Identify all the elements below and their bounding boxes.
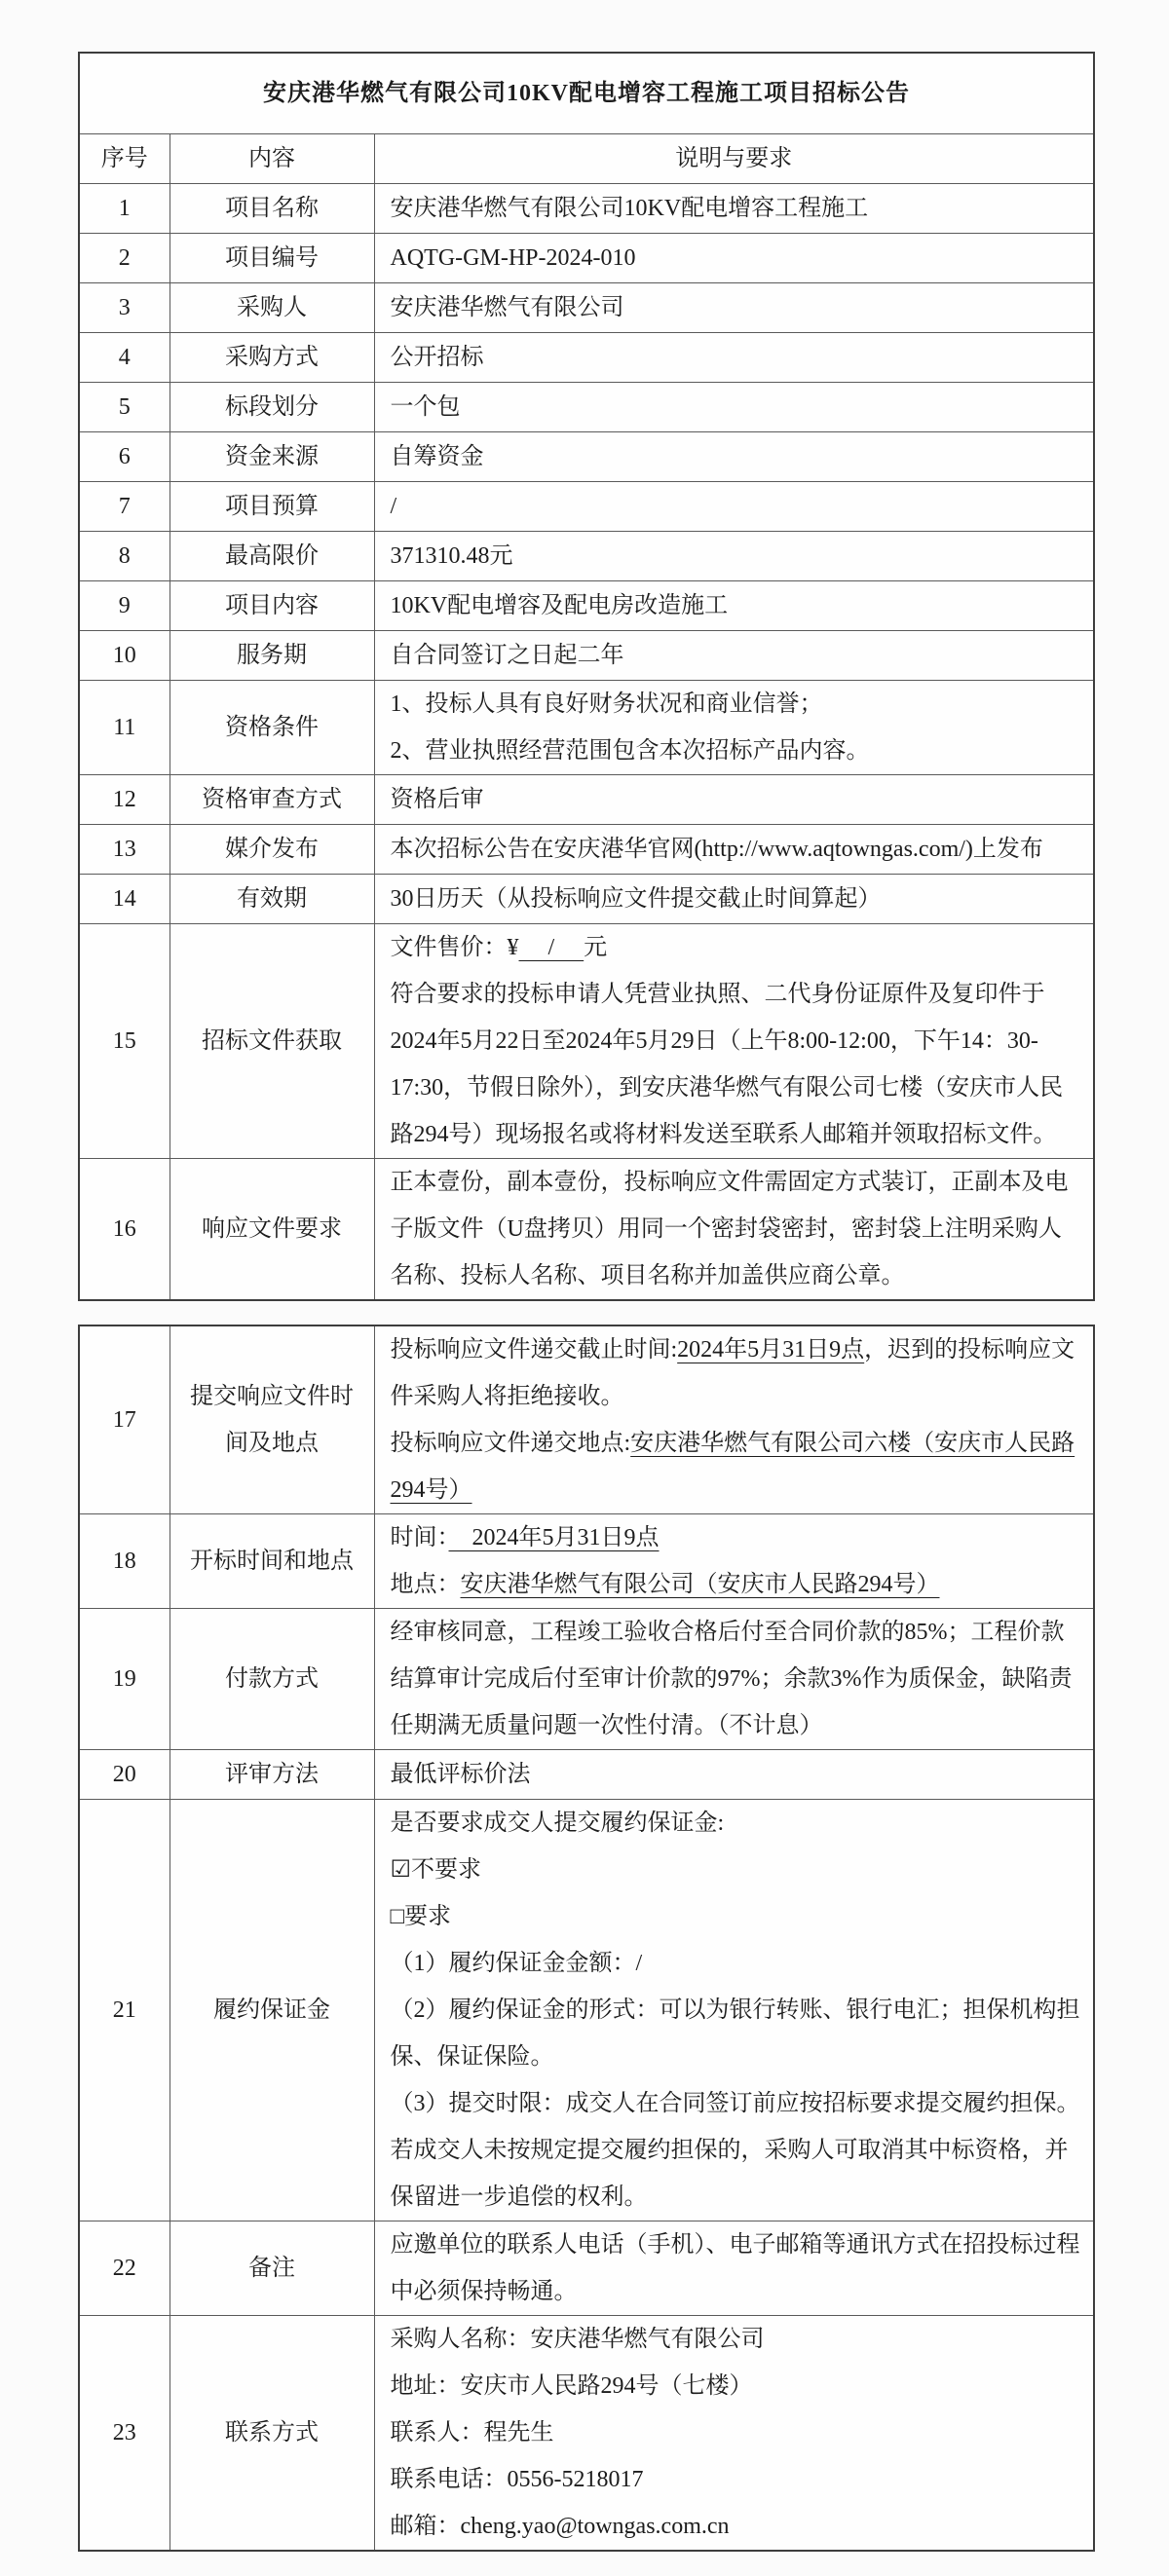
- text-segment: 地点：: [390, 1572, 461, 1597]
- table-row: [79, 432, 1094, 482]
- text-segment: 安庆港华燃气有限公司: [390, 295, 624, 320]
- content-paragraph: [391, 826, 1082, 873]
- content-paragraph: [391, 1893, 1082, 1940]
- row-label: 履约保证金: [170, 1800, 374, 2221]
- table-row: [79, 2221, 1094, 2316]
- content-paragraph: [391, 1420, 1082, 1513]
- text-segment: 联系人：程先生: [390, 2420, 554, 2445]
- row-content: [374, 532, 1094, 581]
- content-paragraph: [391, 185, 1082, 232]
- row-content: [374, 2221, 1094, 2316]
- row-number: 9: [79, 581, 170, 631]
- content-paragraph: [391, 235, 1082, 281]
- row-number: 2: [79, 234, 170, 283]
- content-paragraph: [391, 582, 1082, 629]
- row-number: 12: [79, 775, 170, 825]
- row-number: 1: [79, 184, 170, 234]
- row-number: 8: [79, 532, 170, 581]
- content-paragraph: [391, 2080, 1082, 2221]
- content-paragraph: [391, 1609, 1082, 1749]
- content-paragraph: [391, 384, 1082, 430]
- column-header-description: 说明与要求: [374, 134, 1094, 184]
- table-row: [79, 184, 1094, 234]
- text-segment: 是否要求成交人提交履约保证金:: [390, 1811, 725, 1836]
- table-row: [79, 924, 1094, 1159]
- column-header-index: 序号: [79, 134, 170, 184]
- table-row: [79, 532, 1094, 581]
- row-label: 采购方式: [170, 333, 374, 383]
- text-segment: 30日历天（从投标响应文件提交截止时间算起）: [390, 886, 882, 912]
- table-row: [79, 283, 1094, 333]
- row-content: [374, 1514, 1094, 1609]
- content-paragraph: [391, 924, 1082, 971]
- row-label: 联系方式: [170, 2316, 374, 2552]
- content-paragraph: [391, 1847, 1082, 1893]
- content-paragraph: [391, 2316, 1082, 2363]
- table-row: [79, 1609, 1094, 1750]
- text-segment: 最低评标价法: [390, 1762, 531, 1787]
- row-content: [374, 432, 1094, 482]
- text-segment: 时间：: [390, 1525, 449, 1550]
- row-number: 4: [79, 333, 170, 383]
- content-paragraph: [391, 776, 1082, 823]
- row-label: 资格条件: [170, 681, 374, 775]
- row-label: 响应文件要求: [170, 1159, 374, 1301]
- content-paragraph: [391, 1751, 1082, 1798]
- text-segment: 联系电话：0556-5218017: [390, 2467, 644, 2492]
- row-number: 3: [79, 283, 170, 333]
- row-content: [374, 631, 1094, 681]
- text-segment: 投标响应文件递交截止时间:: [390, 1337, 678, 1363]
- underlined-text: /: [518, 935, 584, 960]
- content-paragraph: [391, 284, 1082, 331]
- table-row: [79, 825, 1094, 875]
- row-content: [374, 825, 1094, 875]
- text-segment: 10KV配电增容及配电房改造施工: [390, 593, 729, 618]
- table-row: [79, 482, 1094, 532]
- text-segment: 采购人名称：安庆港华燃气有限公司: [390, 2327, 765, 2352]
- text-segment: 文件售价：¥: [390, 935, 519, 960]
- content-paragraph: [391, 2503, 1082, 2550]
- text-segment: 371310.48元: [390, 543, 513, 569]
- tender-table-lower: [78, 1325, 1095, 2552]
- text-segment: 邮箱：cheng.yao@towngas.com.cn: [390, 2514, 730, 2539]
- text-segment: 地址：安庆市人民路294号（七楼）: [390, 2373, 753, 2399]
- text-segment: 元: [584, 935, 608, 960]
- text-segment: 正本壹份，副本壹份，投标响应文件需固定方式装订，正副本及电子版文件（U盘拷贝）用同一个密封袋密封，密封袋上注明采购人名称、投标人名称、项目名称并加盖供应商公章。: [390, 1170, 1069, 1288]
- content-paragraph: [391, 433, 1082, 480]
- text-segment: （2）履约保证金的形式：可以为银行转账、银行电汇；担保机构担保、保证保险。: [390, 1997, 1080, 2070]
- row-content: [374, 1800, 1094, 2221]
- content-paragraph: [391, 632, 1082, 679]
- table-row: [79, 631, 1094, 681]
- text-segment: （3）提交时限：成交人在合同签订前应按招标要求提交履约担保。若成交人未按规定提交履约担保的，采购人可取消其中标资格，并保留进一步追偿的权利。: [390, 2091, 1080, 2210]
- text-segment: 自筹资金: [390, 444, 484, 469]
- text-segment: 自合同签订之日起二年: [390, 643, 624, 668]
- content-paragraph: [391, 1940, 1082, 1987]
- row-number: 15: [79, 924, 170, 1159]
- row-content: [374, 333, 1094, 383]
- row-label: 服务期: [170, 631, 374, 681]
- content-paragraph: [391, 681, 1082, 728]
- row-label: 标段划分: [170, 383, 374, 432]
- row-number: 18: [79, 1514, 170, 1609]
- text-segment: （1）履约保证金金额：/: [390, 1951, 643, 1976]
- row-content: [374, 1325, 1094, 1514]
- content-paragraph: [391, 1159, 1082, 1299]
- row-content: [374, 775, 1094, 825]
- underlined-text: 2024年5月31日9点: [677, 1337, 865, 1363]
- table-row: [79, 581, 1094, 631]
- text-segment: /: [390, 494, 397, 519]
- row-number: 13: [79, 825, 170, 875]
- row-label: 采购人: [170, 283, 374, 333]
- row-label: 评审方法: [170, 1750, 374, 1800]
- table-row: [79, 2316, 1094, 2552]
- text-segment: □要求: [390, 1904, 451, 1929]
- row-label: 项目预算: [170, 482, 374, 532]
- table-row: [79, 875, 1094, 924]
- row-number: 7: [79, 482, 170, 532]
- row-label: 项目编号: [170, 234, 374, 283]
- content-paragraph: [391, 483, 1082, 530]
- content-paragraph: [391, 2363, 1082, 2409]
- row-number: 6: [79, 432, 170, 482]
- row-number: 17: [79, 1325, 170, 1514]
- row-content: [374, 2316, 1094, 2552]
- row-content: [374, 875, 1094, 924]
- row-number: 14: [79, 875, 170, 924]
- underlined-text: 2024年5月31日9点: [448, 1525, 660, 1550]
- row-number: 23: [79, 2316, 170, 2552]
- table-row: [79, 1800, 1094, 2221]
- content-paragraph: [391, 2456, 1082, 2503]
- row-number: 10: [79, 631, 170, 681]
- page-title: 安庆港华燃气有限公司10KV配电增容工程施工项目招标公告: [79, 53, 1094, 134]
- row-content: [374, 924, 1094, 1159]
- row-content: [374, 184, 1094, 234]
- row-content: [374, 1750, 1094, 1800]
- text-segment: 符合要求的投标申请人凭营业执照、二代身份证原件及复印件于2024年5月22日至2024年5月29日（上午8:00-12:00，下午14：30-17:30，节假日除外），到安庆港华燃气有限公司七楼（安庆市人民路294号）现场报名或将材料发送至联系人邮箱并领取招标文件。: [390, 982, 1064, 1147]
- table-gap: [78, 1301, 1169, 1325]
- content-paragraph: [391, 2409, 1082, 2456]
- content-paragraph: [391, 334, 1082, 381]
- content-paragraph: [391, 1800, 1082, 1847]
- column-header-content: 内容: [170, 134, 374, 184]
- row-label: 提交响应文件时间及地点: [170, 1325, 374, 1514]
- row-label: 项目内容: [170, 581, 374, 631]
- row-content: [374, 1609, 1094, 1750]
- text-segment: AQTG-GM-HP-2024-010: [390, 245, 636, 271]
- title-row: [79, 53, 1094, 134]
- content-paragraph: [391, 1561, 1082, 1608]
- header-row: [79, 134, 1094, 184]
- table-row: [79, 681, 1094, 775]
- row-label: 备注: [170, 2221, 374, 2316]
- table-row: [79, 383, 1094, 432]
- table-row: [79, 1750, 1094, 1800]
- table-row: [79, 1325, 1094, 1514]
- text-segment: 公开招标: [390, 345, 484, 370]
- table-row: [79, 1514, 1094, 1609]
- row-content: [374, 482, 1094, 532]
- text-segment: 2、营业执照经营范围包含本次招标产品内容。: [390, 738, 870, 764]
- row-number: 5: [79, 383, 170, 432]
- row-content: [374, 1159, 1094, 1301]
- row-label: 项目名称: [170, 184, 374, 234]
- content-paragraph: [391, 1987, 1082, 2080]
- row-number: 19: [79, 1609, 170, 1750]
- underlined-text: 安庆港华燃气有限公司（安庆市人民路294号）: [460, 1572, 940, 1597]
- row-content: [374, 283, 1094, 333]
- text-segment: 一个包: [390, 394, 461, 420]
- text-segment: 投标响应文件递交地点:: [390, 1431, 631, 1456]
- text-segment: 本次招标公告在安庆港华官网(http://www.aqtowngas.com/)上发布: [390, 837, 1043, 862]
- table-row: [79, 234, 1094, 283]
- content-paragraph: [391, 876, 1082, 922]
- row-content: [374, 581, 1094, 631]
- text-segment: ，迟到的投标响应文件采购人将拒绝接收。: [390, 1337, 1075, 1409]
- text-segment: 资格后审: [390, 787, 484, 812]
- row-label: 媒介发布: [170, 825, 374, 875]
- row-label: 资格审查方式: [170, 775, 374, 825]
- text-segment: 安庆港华燃气有限公司10KV配电增容工程施工: [390, 196, 869, 221]
- row-number: 11: [79, 681, 170, 775]
- content-paragraph: [391, 1514, 1082, 1561]
- row-content: [374, 681, 1094, 775]
- content-paragraph: [391, 971, 1082, 1158]
- row-label: 有效期: [170, 875, 374, 924]
- table-row: [79, 333, 1094, 383]
- row-label: 招标文件获取: [170, 924, 374, 1159]
- text-segment: 1、投标人具有良好财务状况和商业信誉；: [390, 691, 823, 717]
- table-row: [79, 1159, 1094, 1301]
- content-paragraph: [391, 2221, 1082, 2315]
- row-label: 资金来源: [170, 432, 374, 482]
- content-paragraph: [391, 1326, 1082, 1420]
- row-label: 付款方式: [170, 1609, 374, 1750]
- text-segment: ☑不要求: [390, 1857, 482, 1883]
- row-number: 16: [79, 1159, 170, 1301]
- text-segment: 经审核同意，工程竣工验收合格后付至合同价款的85%；工程价款结算审计完成后付至审计价款的97%；余款3%作为质保金，缺陷责任期满无质量问题一次性付清。（不计息）: [390, 1620, 1073, 1738]
- row-label: 最高限价: [170, 532, 374, 581]
- row-number: 20: [79, 1750, 170, 1800]
- row-label: 开标时间和地点: [170, 1514, 374, 1609]
- content-paragraph: [391, 533, 1082, 579]
- row-content: [374, 383, 1094, 432]
- row-content: [374, 234, 1094, 283]
- text-segment: 应邀单位的联系人电话（手机）、电子邮箱等通讯方式在招投标过程中必须保持畅通。: [390, 2232, 1080, 2304]
- row-number: 22: [79, 2221, 170, 2316]
- row-number: 21: [79, 1800, 170, 2221]
- content-paragraph: [391, 728, 1082, 774]
- tender-table-upper: [78, 52, 1095, 1301]
- underlined-text: 安庆港华燃气有限公司六楼（安庆市人民路294号）: [390, 1431, 1075, 1503]
- table-row: [79, 775, 1094, 825]
